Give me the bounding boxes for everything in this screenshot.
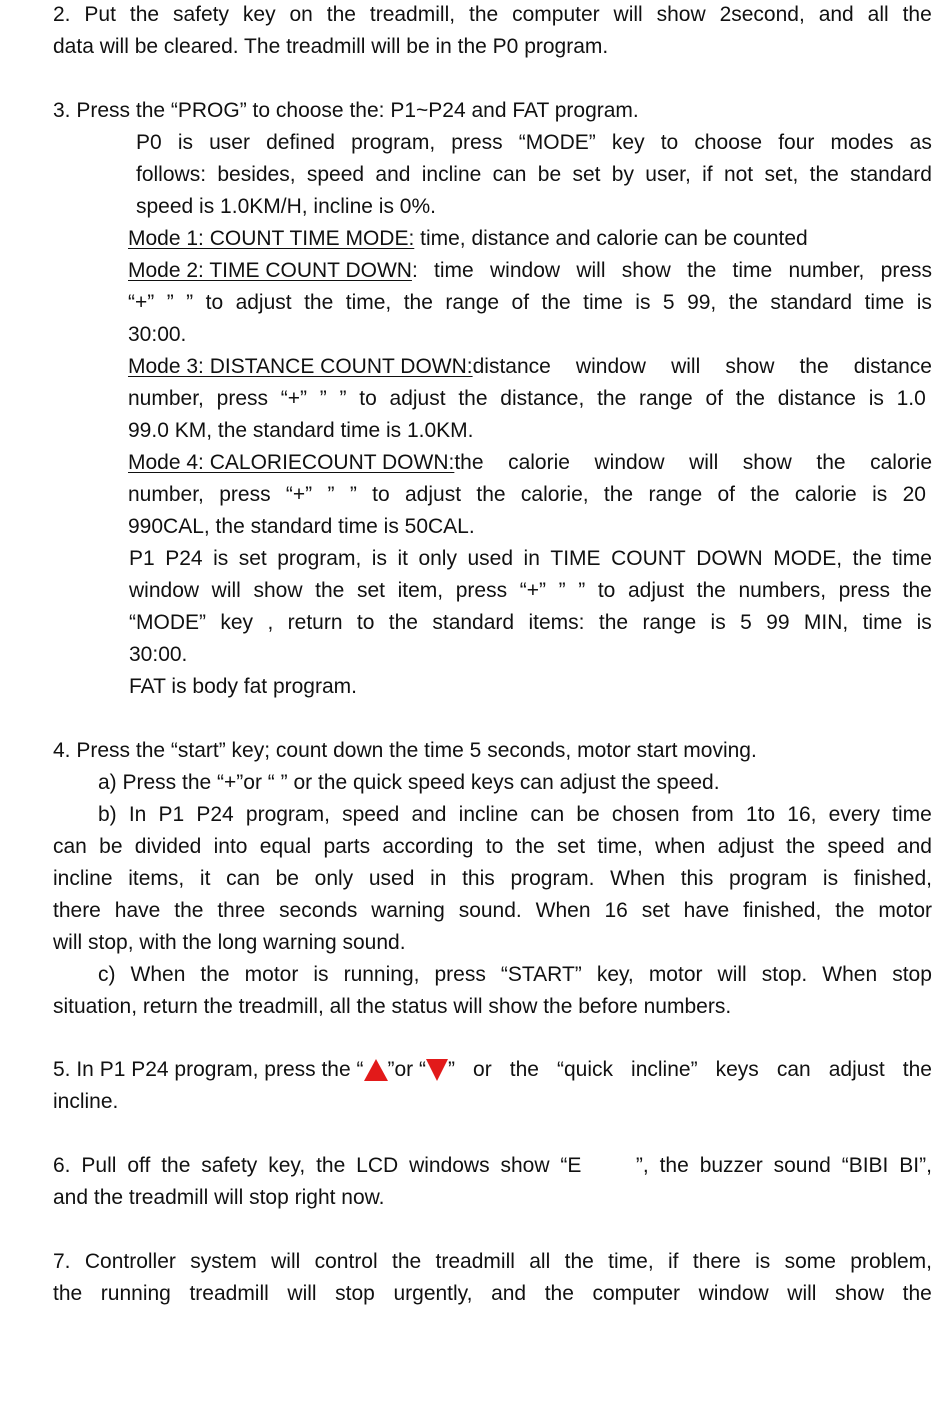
mode-2-text: : time window will show the time number, press — [411, 259, 932, 282]
s3-p0-line-2: follows: besides, speed and incline can be set by user, if not set, the standard — [136, 163, 932, 186]
mode-3-title: Mode 3: DISTANCE COUNT DOWN: — [128, 355, 473, 378]
mode-3-line-2: number, press “+” ” ” to adjust the distance, the range of the distance is 1.0 — [128, 387, 926, 410]
s5-line-1: 5. In P1 P24 program, press the “ ”or “ ” or the “quick incline” keys can adjust the — [53, 1058, 932, 1081]
p1-line-1: P1 P24 is set program, is it only used in TIME COUNT DOWN MODE, the time — [129, 547, 932, 570]
s4-b-line-5: will stop, with the long warning sound. — [53, 931, 406, 954]
up-triangle-icon — [364, 1059, 388, 1081]
s4-b-line-3: incline items, it can be only used in this program. When this program is finished, — [53, 867, 932, 890]
s4-b-line-4: there have the three seconds warning sound. When 16 set have finished, the motor — [53, 899, 932, 922]
s3-p0-line-1: P0 is user defined program, press “MODE” key to choose four modes as — [136, 131, 932, 154]
down-triangle-icon — [426, 1059, 448, 1081]
mode-2-title: Mode 2: TIME COUNT DOWN — [128, 259, 412, 282]
mode-1-title: Mode 1: COUNT TIME MODE: — [128, 227, 415, 250]
mode-1-text: time, distance and calorie can be counted — [414, 227, 808, 250]
s7-line-1: 7. Controller system will control the treadmill all the time, if there is some problem, — [53, 1250, 932, 1273]
mode-1 — [128, 225, 808, 253]
s3-heading: 3. Press the “PROG” to choose the: P1~P24 and FAT program. — [53, 99, 639, 122]
fat-line: FAT is body fat program. — [129, 675, 357, 698]
mode-3-line-1 — [128, 353, 932, 381]
p1-line-4: 30:00. — [129, 643, 188, 666]
mode-4-line-1 — [128, 449, 932, 477]
s4-heading: 4. Press the “start” key; count down the time 5 seconds, motor start moving. — [53, 739, 757, 762]
s4-c-line-2: situation, return the treadmill, all the status will show the before numbers. — [53, 995, 732, 1018]
s6-line-2: and the treadmill will stop right now. — [53, 1186, 385, 1209]
s2-line-1: 2. Put the safety key on the treadmill, the computer will show 2second, and all the — [53, 3, 932, 26]
p1-line-2: window will show the set item, press “+” ” ” to adjust the numbers, press the — [129, 579, 932, 602]
mode-3-line-3: 99.0 KM, the standard time is 1.0KM. — [128, 419, 474, 442]
s4-b-line-2: can be divided into equal parts according to the set time, when adjust the speed and — [53, 835, 932, 858]
s7-line-2: the running treadmill will stop urgently, and the computer window will show the — [53, 1282, 932, 1305]
s3-p0-line-3: speed is 1.0KM/H, incline is 0%. — [136, 195, 436, 218]
mode-4-line-3: 990CAL, the standard time is 50CAL. — [128, 515, 475, 538]
mode-4-text: the calorie window will show the calorie — [454, 451, 932, 474]
p1-line-3: “MODE” key , return to the standard items: the range is 5 99 MIN, time is — [129, 611, 932, 634]
s6-line-1: 6. Pull off the safety key, the LCD windows show “E ”, the buzzer sound “BIBI BI”, — [53, 1154, 932, 1177]
s4-c-line-1: c) When the motor is running, press “START” key, motor will stop. When stop — [98, 963, 932, 986]
mode-2-line-1 — [128, 257, 932, 285]
s4-b-line-1: b) In P1 P24 program, speed and incline can be chosen from 1to 16, every time — [98, 803, 932, 826]
mode-2-line-2: “+” ” ” to adjust the time, the range of the time is 5 99, the standard time is — [128, 291, 932, 314]
mode-2-line-3: 30:00. — [128, 323, 187, 346]
s2-line-2: data will be cleared. The treadmill will be in the P0 program. — [53, 35, 609, 58]
s5-line-2: incline. — [53, 1090, 119, 1113]
s4-a: a) Press the “+”or “ ” or the quick speed keys can adjust the speed. — [98, 771, 720, 794]
mode-3-text: distance window will show the distance — [472, 355, 932, 378]
mode-4-line-2: number, press “+” ” ” to adjust the calorie, the range of the calorie is 20 — [128, 483, 926, 506]
mode-4-title: Mode 4: CALORIECOUNT DOWN: — [128, 451, 455, 474]
